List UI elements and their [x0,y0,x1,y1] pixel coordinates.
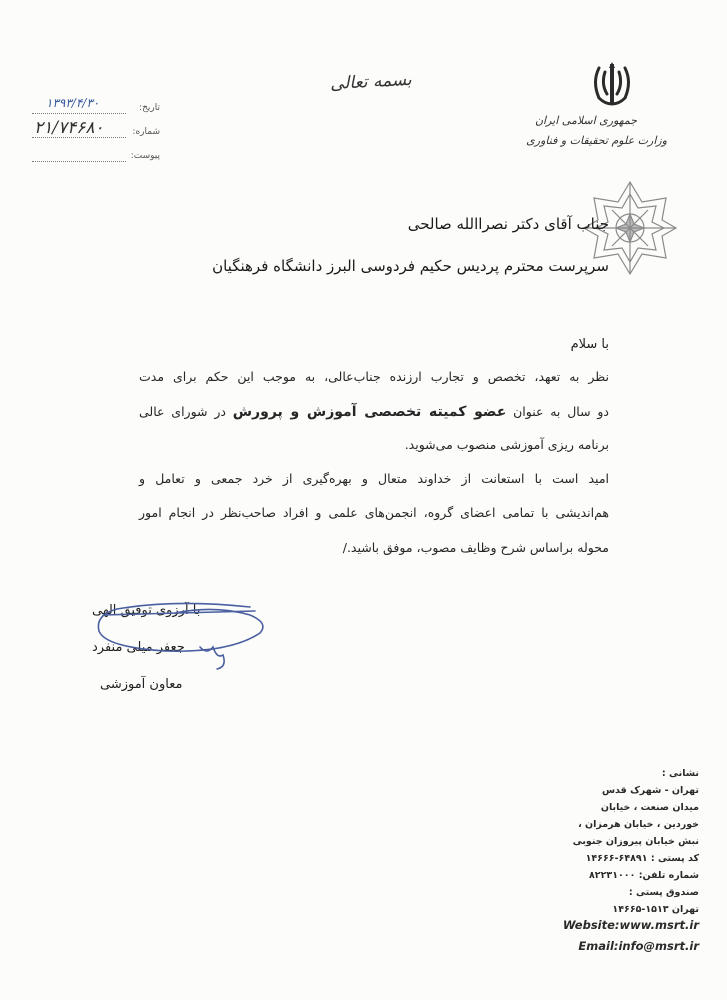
address-line-2: میدان صنعت ، خیابان [600,802,699,813]
body-p1-line2-b: در شورای عالی [139,404,226,419]
date-value: ۱۳۹۳/۴/۳۰ [46,96,100,110]
postal-code: کد پستی : ۶۴۸۹۱-۱۴۶۶۶ [585,853,699,864]
attachment-row [32,148,160,164]
committee-title: عضو کمیته تخصصی آموزش و پرورش [232,404,507,420]
org-line-2: وزارت علوم تحقیقات و فناوری [526,134,667,147]
recipient-title: سرپرست محترم پردیس حکیم فردوسی البرز دانشگاه فرهنگیان [212,257,609,275]
number-value: ۲۱/۷۴۶۸۰ [34,118,104,138]
signer-name: جعفر میلی منفرد [92,640,185,655]
attachment-label: پیوست: [130,151,160,161]
body-p1-line1: نظر به تعهد، تخصص و تجارب ارزنده جناب‌عالی، به موجب این حکم برای مدت [139,369,609,384]
body-p2-line3: محوله براساس شرح وظایف مصوب، موفق باشید./ [342,540,609,555]
date-row [32,96,160,116]
pobox: تهران ۱۵۱۳-۱۴۶۶۵ [612,904,699,915]
signer-role: معاون آموزشی [100,677,183,692]
signature-scribble [55,585,275,680]
closing: با آرزوی توفیق الهی [92,603,201,618]
address-line-3: خوردین ، خیابان هرمزان ، [578,819,699,830]
emblem-icon [589,60,635,108]
website-link[interactable]: Website:www.msrt.ir [562,918,699,932]
pobox-label: صندوق پستی : [628,887,699,898]
phone: شماره تلفن: ۸۲۲۳۱۰۰۰ [589,870,699,881]
body-p2-line2: هم‌اندیشی با تمامی اعضای گروه، انجمن‌های علمی و افراد صاحب‌نظر در انجام امور [139,505,609,520]
address-label: نشانی : [661,768,699,779]
body-p1-line2 [139,404,609,420]
address-line-1: تهران - شهرک قدس [601,785,699,796]
org-line-1: جمهوری اسلامی ایران [534,114,637,127]
recipient-name: جناب آقای دکتر نصراالله صالحی [407,215,609,233]
body-p2-line1: امید است با استعانت از خداوند متعال و بهره‌گیری از خرد جمعی و تعامل و [139,471,609,486]
bismillah: بسمه تعالی [329,69,413,95]
greeting: با سلام [570,337,609,352]
date-label: تاریخ: [139,103,160,113]
number-label: شماره: [132,127,160,137]
number-row [32,118,160,140]
email-link[interactable]: Email:info@msrt.ir [578,939,699,953]
address-line-4: نبش خیابان پیروزان جنوبی [572,836,699,847]
body-p1-line2-a: دو سال به عنوان [513,404,609,419]
body-p1-line3: برنامه ریزی آموزشی منصوب می‌شوید. [404,437,609,452]
